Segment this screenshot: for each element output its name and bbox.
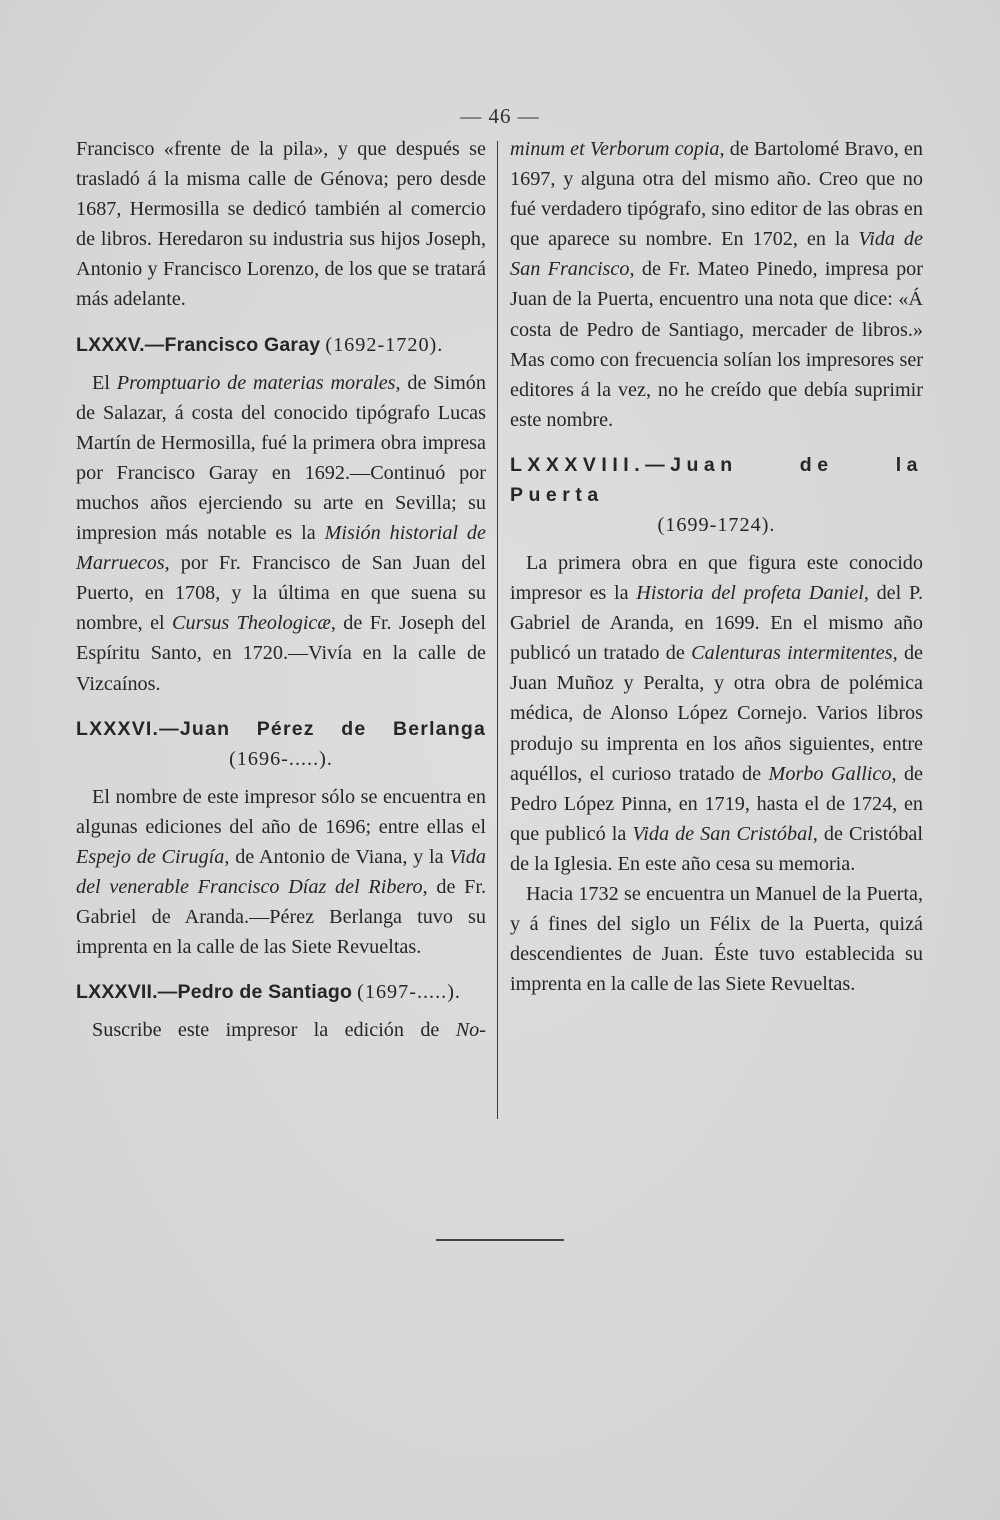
paragraph-manuel-de-la-puerta: Hacia 1732 se encuentra un Manuel de la Puerta, y á fines del siglo un Félix de la Puerta, quizá descendientes de Juan. Éste tuvo establecida su imprenta en la calle de las Siete Revueltas.	[510, 882, 923, 996]
book-title: Vida de San Francisco	[510, 228, 923, 281]
book-title: minum et Verborum copia	[510, 138, 720, 160]
paragraph-garay: El Promptuario de materias morales, de Simón de Salazar, á costa del conocido tipógrafo Lucas Martín de Hermosilla, fué la primera obra impresa por Francisco Garay en 1692.—Continuó por muchos años ejerciendo su arte en Sevilla; su impresion más notable es la Misión historial de Marruecos, por Fr. Francisco de San Juan del Puerto, en 1708, y la última en que suena su nombre, el Cursus Theologicæ, de Fr. Joseph del Espíritu Santo, en 1720.—Vivía en la calle de Vizcaínos.	[76, 371, 486, 695]
book-title: No-	[455, 1019, 486, 1042]
heading-dates: (1697-.....).	[357, 981, 461, 1004]
heading-label: LXXXVIII.—Juan de la Puerta	[510, 453, 923, 506]
book-title: Espejo de Cirugía	[76, 845, 225, 868]
paragraph-perez-berlanga: El nombre de este impresor sólo se encuentra en algunas ediciones del año de 1696; entre ellas el Espejo de Cirugía, de Antonio de Viana, y la Vida del venerable Francisco Díaz del Ribero, de Fr. Gabriel de Aranda.—Pérez Berlanga tuvo su imprenta en la calle de las Siete Revueltas.	[76, 785, 486, 959]
column-divider	[497, 141, 498, 1119]
right-column	[510, 134, 923, 999]
paragraph-santiago-start: Suscribe este impresor la edición de No-	[92, 1019, 486, 1042]
heading-dates: (1692-1720).	[325, 333, 444, 356]
paragraph-hermosilla-end: Francisco «frente de la pila», y que después se trasladó á la misma calle de Génova; pero desde 1687, Hermosilla se dedicó también al comercio de libros. Heredaron su industria sus hijos Joseph, Antonio y Francisco Lorenzo, de los que se tratará más adelante.	[76, 138, 486, 311]
book-title: Vida del venerable Francisco Díaz del Ribero	[76, 845, 486, 898]
section-heading-lxxxv	[76, 330, 486, 360]
section-heading-lxxxvii	[76, 977, 486, 1007]
book-title: Calenturas intermitentes	[691, 642, 893, 665]
closing-rule	[436, 1239, 564, 1241]
heading-label: LXXXVI.—Juan Pérez de Berlanga	[76, 717, 486, 740]
book-title: Promptuario de materias morales	[116, 371, 396, 394]
left-column	[76, 134, 486, 1045]
heading-label: LXXXVII.—Pedro de Santiago	[76, 981, 353, 1004]
book-title: Vida de San Cristóbal	[632, 822, 813, 845]
paragraph-juan-de-la-puerta: La primera obra en que figura este conocido impresor es la Historia del profeta Daniel, del P. Gabriel de Aranda, en 1699. En el mismo año publicó un tratado de Calenturas intermitentes, de Juan Muñoz y Peralta, y otra obra de polémica médica, de Alonso López Cornejo. Varios libros produjo su imprenta en los años siguientes, entre aquéllos, el curioso tratado de Morbo Gallico, de Pedro López Pinna, en 1719, hasta el de 1724, en que publicó la Vida de San Cristóbal, de Cristóbal de la Iglesia. En este año cesa su memoria.	[510, 551, 924, 875]
section-heading-lxxxviii	[510, 450, 923, 510]
book-title: Historia del profeta Daniel	[636, 582, 864, 605]
section-heading-lxxxvi	[76, 714, 486, 744]
book-title: Misión historial de Marruecos	[76, 522, 486, 575]
page-number: — 46 —	[460, 104, 540, 128]
paragraph-santiago-continued: minum et Verborum copia, de Bartolomé Bravo, en 1697, y alguna otra del mismo año. Creo que no fué verdadero tipógrafo, sino editor de las obras en que aparece su nombre. En 1702, en la Vida de San Francisco, de Fr. Mateo Pinedo, impresa por Juan de la Puerta, encuentro una nota que dice: «Á costa de Pedro de Santiago, mercader de libros.» Mas como con frecuencia solían los impresores ser editores á la vez, no he creído que debía suprimir este nombre.	[510, 138, 924, 431]
section-heading-lxxxvi-dates	[76, 744, 486, 774]
heading-dates: (1696-.....).	[229, 747, 333, 770]
book-title: Cursus Theologicæ	[172, 612, 331, 635]
heading-label: LXXXV.—Francisco Garay	[76, 333, 321, 356]
book-title: Morbo Gallico	[768, 762, 892, 785]
section-heading-lxxxviii-dates	[510, 510, 923, 540]
heading-dates: (1699-1724).	[657, 513, 776, 536]
